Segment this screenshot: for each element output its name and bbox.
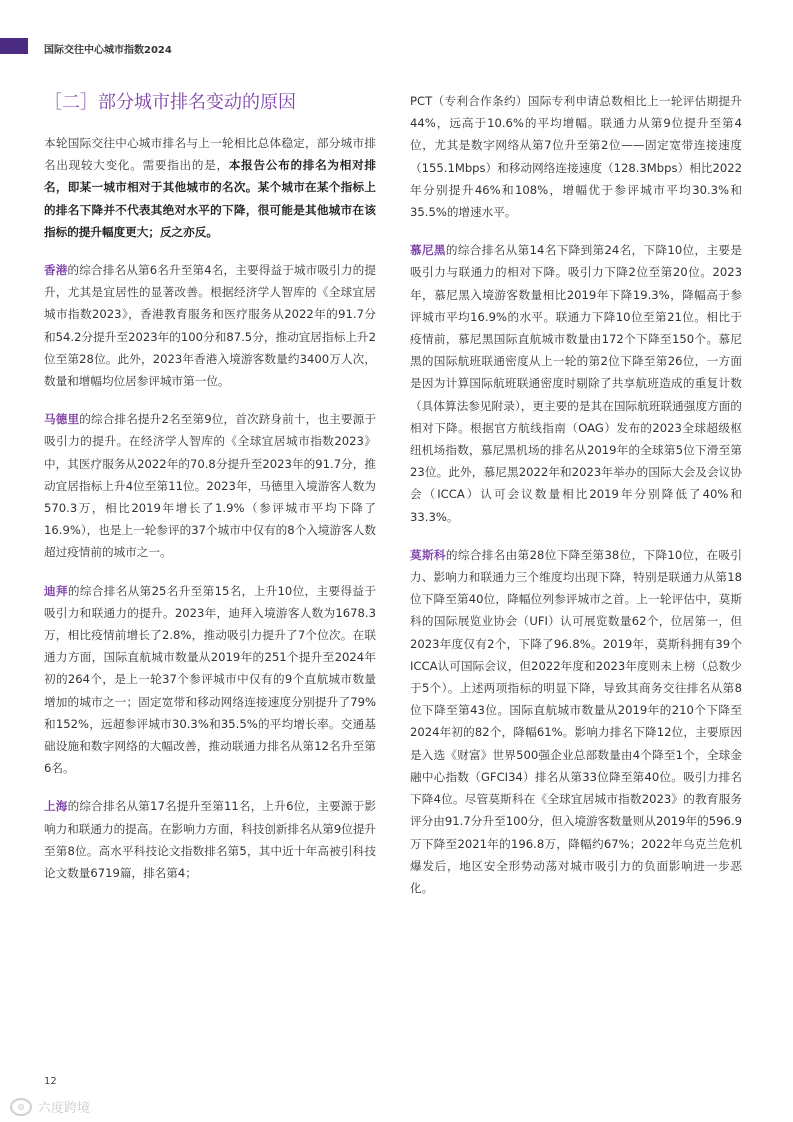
city-name: 莫斯科 (410, 547, 446, 562)
city-text: 的综合排名从第17名提升至第11名，上升6位，主要源于影响力和联通力的提高。在影响力方面，科技创新排名从第9位提升至第8位。高水平科技论文指数排名第5，其中近十年高被引科技论文数量6719篇，排名第4； (44, 799, 377, 881)
header-color-bar (0, 38, 28, 54)
city-paragraph-dubai (44, 580, 376, 780)
city-name: 香港 (44, 263, 68, 278)
watermark-logo-icon: ◎ (10, 1098, 32, 1116)
city-paragraph-shanghai (44, 795, 376, 884)
intro-paragraph (44, 132, 376, 243)
report-header-title: 国际交往中心城市指数2024 (44, 45, 172, 56)
city-paragraph-munich (410, 239, 742, 528)
watermark (10, 1097, 90, 1116)
city-paragraph-madrid (44, 408, 376, 563)
page-number: 12 (44, 1076, 57, 1087)
right-column (410, 90, 742, 915)
intro-bold-text: 本报告公布的排名为相对排名，即某一城市相对于其他城市的名次。某个城市在某个指标上的排名下降并不代表其绝对水平的下降，很可能是其他城市在该指标的提升幅度更大；反之亦反。 (44, 158, 376, 239)
city-paragraph-moscow (410, 544, 742, 899)
intro-text: 本轮国际交往中心城市排名与上一轮相比总体稳定，部分城市排名出现较大变化。需要指出的是， (44, 136, 376, 173)
city-name: 马德里 (44, 412, 80, 427)
city-text: 的综合排名从第6名升至第4名，主要得益于城市吸引力的提升，尤其是宜居性的显著改善。根据经济学人智库的《全球宜居城市指数2023》，香港教育服务和医疗服务从2022年的91.7分和54.2分提升至2023年的100分和87.5分，推动宜居指标上升2位至第28位。此外，2023年香港入境游客数量约3400万人次，数量和增幅均位居参评城市第一位。 (44, 263, 376, 389)
city-text: 的综合排名从第25名升至第15名，上升10位，主要得益于吸引力和联通力的提升。2023年，迪拜入境游客人数为1678.3万，相比疫情前增长了2.8%，推动吸引力提升了7个位次。在联通力方面，国际直航城市数量从2019年的251个提升至2024年初的264个，是上一轮37个参评城市中仅有的9个直航城市数量增加的城市之一；固定宽带和移动网络连接速度分别提升了79%和152%，远超参评城市30.3%和35.5%的平均增长率。交通基础设施和数字网络的大幅改善，推动联通力排名从第12名升至第6名。 (44, 583, 376, 776)
city-name: 上海 (44, 799, 68, 814)
city-name: 迪拜 (44, 583, 68, 598)
city-text: 的综合排名由第28位下降至第38位，下降10位，在吸引力、影响力和联通力三个维度均出现下降，特别是联通力从第18位下降至第40位，降幅位列参评城市之首。上一轮评估中，莫斯科的国际展览业协会（UFI）认可展览数量62个，位居第一，但2023年度仅有2个，下降了96.8%。2019年，莫斯科拥有39个ICCA认可国际会议，但2022年度和2023年度则未上榜（总数少于5个）。上述两项指标的明显下降，导致其商务交往排名从第8位下降至第43位。国际直航城市数量从2019年的210个下降至2024年初的82个，降幅61%。影响力排名下降12位，主要原因是入选《财富》世界500强企业总部数量由4个降至1个，全球金融中心指数（GFCI34）排名从第33位降至第40位。吸引力排名下降4位。尽管莫斯科在《全球宜居城市指数2023》的教育服务评分由91.7分升至100分，但入境游客数量则从2019年的596.9万下降至2021年的196.8万，降幅约67%；2022年乌克兰危机爆发后，地区安全形势动荡对城市吸引力的负面影响进一步恶化。 (410, 547, 742, 895)
shanghai-continuation: PCT（专利合作条约）国际专利申请总数相比上一轮评估期提升44%，远高于10.6%的平均增幅。联通力从第9位提升至第4位，尤其是数字网络从第7位升至第2位——固定宽带连接速度（155.1Mbps）和移动网络连接速度（128.3Mbps）相比2022年分别提升46%和108%，增幅优于参评城市平均30.3%和35.5%的增速水平。 (410, 94, 742, 220)
city-name: 慕尼黑 (410, 243, 446, 258)
left-column (44, 88, 376, 900)
city-text: 的综合排名提升2名至第9位，首次跻身前十，也主要源于吸引力的提升。在经济学人智库的《全球宜居城市指数2023》中，其医疗服务从2022年的70.8分提升至2023年的91.7分，推动宜居指标上升4位至第11位。2023年，马德里入境游客人数为570.3万，相比2019年增长了1.9%（参评城市平均下降了16.9%），也是上一轮参评的37个城市中仅有的8个入境游客人数超过疫情前的城市之一。 (44, 412, 376, 560)
city-paragraph-hongkong (44, 259, 376, 392)
watermark-text: 六度跨境 (38, 1101, 91, 1116)
section-title: ［二］部分城市排名变动的原因 (44, 92, 296, 113)
city-text: 的综合排名从第14名下降到第24名，下降10位，主要是吸引力与联通力的相对下降。吸引力下降2位至第20位。2023年，慕尼黑入境游客数量相比2019年下降19.3%，降幅高于参评城市平均16.9%的水平。联通力下降10位至第21位。相比于疫情前，慕尼黑国际直航城市数量由172个下降至150个。慕尼黑的国际航班联通密度从上一轮的第2位下降至第26位，一方面是因为计算国际航班联通密度时剔除了共享航班造成的重复计数（具体算法参见附录），更主要的是其在国际航班联通强度方面的相对下降。根据官方航线指南（OAG）发布的2023全球超级枢纽机场指数，慕尼黑机场的排名从2019年的全球第5位下滑至第23位。此外，慕尼黑2022年和2023年举办的国际大会及会议协会（ICCA）认可会议数量相比2019年分别降低了40%和33.3%。 (410, 243, 742, 524)
